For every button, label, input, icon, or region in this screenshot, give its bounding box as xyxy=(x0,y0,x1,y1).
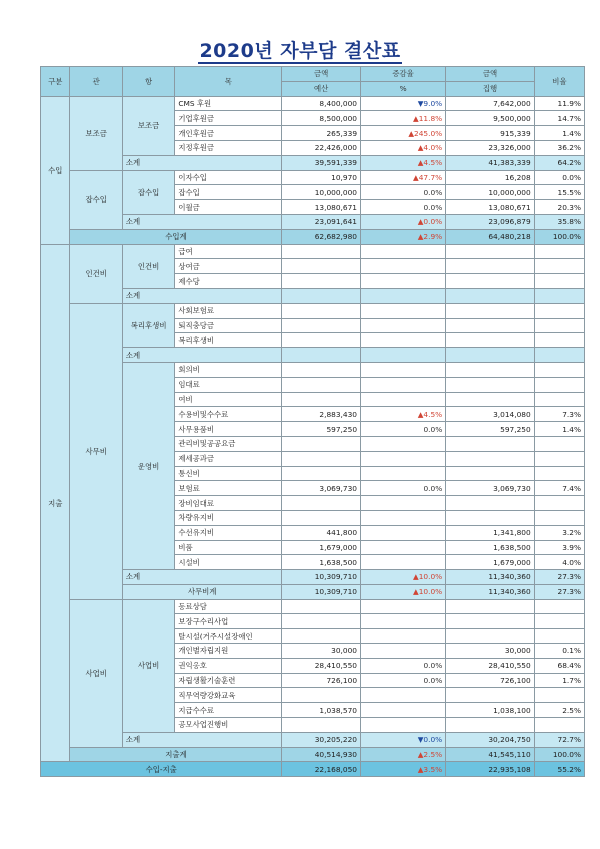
hang-cell: 보조금 xyxy=(122,96,174,155)
mok-cell: 보험료 xyxy=(175,481,282,496)
change-cell: 0.0% xyxy=(361,185,446,200)
mok-cell: CMS 후원 xyxy=(175,96,282,111)
exec-cell xyxy=(446,377,534,392)
table-row xyxy=(41,96,585,111)
title-underline xyxy=(198,62,402,64)
exec-cell: 1,038,100 xyxy=(446,703,534,718)
ratio-cell xyxy=(534,377,584,392)
change-cell xyxy=(361,703,446,718)
subtotal-row xyxy=(41,732,585,747)
budget-cell: 28,410,550 xyxy=(282,658,361,673)
hang-cell: 운영비 xyxy=(122,362,174,569)
exec-cell xyxy=(446,599,534,614)
mok-cell: 동료상담 xyxy=(175,599,282,614)
ratio-cell: 55.2% xyxy=(534,762,584,777)
mok-cell: 시설비 xyxy=(175,555,282,570)
subtotal-row xyxy=(41,570,585,585)
budget-cell: 2,883,430 xyxy=(282,407,361,422)
ratio-cell: 14.7% xyxy=(534,111,584,126)
budget-cell xyxy=(282,377,361,392)
ratio-cell: 15.5% xyxy=(534,185,584,200)
exec-cell: 11,340,360 xyxy=(446,584,534,599)
change-cell: ▲11.8% xyxy=(361,111,446,126)
exec-cell xyxy=(446,303,534,318)
change-cell xyxy=(361,377,446,392)
change-cell xyxy=(361,540,446,555)
ratio-cell: 20.3% xyxy=(534,200,584,215)
hang-cell: 잡수입 xyxy=(122,170,174,214)
mok-cell: 이자수입 xyxy=(175,170,282,185)
mok-cell: 퇴직충당금 xyxy=(175,318,282,333)
ratio-cell: 100.0% xyxy=(534,747,584,762)
change-cell xyxy=(361,555,446,570)
exec-cell: 11,340,360 xyxy=(446,570,534,585)
change-cell xyxy=(361,303,446,318)
ratio-cell: 1.4% xyxy=(534,126,584,141)
col-change-bottom: % xyxy=(361,81,446,96)
gwan-cell: 사무비 xyxy=(70,303,122,599)
budget-cell xyxy=(282,288,361,303)
mok-cell: 통신비 xyxy=(175,466,282,481)
gwan-cell: 보조금 xyxy=(70,96,122,170)
change-cell xyxy=(361,496,446,511)
change-cell xyxy=(361,259,446,274)
mok-cell: 여비 xyxy=(175,392,282,407)
mok-cell: 제수당 xyxy=(175,274,282,289)
grand-total-label: 수입-지출 xyxy=(41,762,282,777)
mok-cell: 잡수입 xyxy=(175,185,282,200)
budget-cell: 1,679,000 xyxy=(282,540,361,555)
exec-cell: 41,545,110 xyxy=(446,747,534,762)
budget-cell: 726,100 xyxy=(282,673,361,688)
table-row xyxy=(41,244,585,259)
ratio-cell: 68.4% xyxy=(534,658,584,673)
ratio-cell xyxy=(534,614,584,629)
mok-cell: 임대료 xyxy=(175,377,282,392)
col-hang: 항 xyxy=(122,67,174,97)
page-title: 2020년 자부담 결산표 xyxy=(199,40,401,62)
change-cell xyxy=(361,288,446,303)
change-cell: ▼0.0% xyxy=(361,732,446,747)
mok-cell: 관리비및공공요금 xyxy=(175,436,282,451)
budget-cell xyxy=(282,718,361,733)
gwan-cell: 잡수입 xyxy=(70,170,122,229)
ratio-cell: 0.1% xyxy=(534,644,584,659)
ratio-cell: 3.9% xyxy=(534,540,584,555)
budget-cell xyxy=(282,496,361,511)
ratio-cell: 4.0% xyxy=(534,555,584,570)
budget-cell: 1,638,500 xyxy=(282,555,361,570)
change-cell: 0.0% xyxy=(361,481,446,496)
table-row xyxy=(41,362,585,377)
exec-cell xyxy=(446,348,534,363)
budget-cell xyxy=(282,510,361,525)
budget-cell: 23,091,641 xyxy=(282,214,361,229)
exec-cell xyxy=(446,362,534,377)
exec-cell: 10,000,000 xyxy=(446,185,534,200)
subtotal-label: 소계 xyxy=(122,570,281,585)
change-cell: 0.0% xyxy=(361,658,446,673)
exec-cell: 30,204,750 xyxy=(446,732,534,747)
exec-cell xyxy=(446,274,534,289)
income-total-row xyxy=(41,229,585,244)
budget-cell: 22,168,050 xyxy=(282,762,361,777)
change-cell: ▲245.0% xyxy=(361,126,446,141)
budget-cell: 30,205,220 xyxy=(282,732,361,747)
exec-cell xyxy=(446,392,534,407)
exec-cell xyxy=(446,333,534,348)
col-budget-bottom: 예산 xyxy=(282,81,361,96)
exec-cell: 22,935,108 xyxy=(446,762,534,777)
exec-cell: 30,000 xyxy=(446,644,534,659)
change-cell: ▲4.5% xyxy=(361,407,446,422)
ratio-cell xyxy=(534,436,584,451)
change-cell xyxy=(361,274,446,289)
exec-cell: 1,679,000 xyxy=(446,555,534,570)
budget-cell: 597,250 xyxy=(282,422,361,437)
mok-cell: 회의비 xyxy=(175,362,282,377)
subtotal-row xyxy=(41,155,585,170)
exec-cell: 16,208 xyxy=(446,170,534,185)
ratio-cell xyxy=(534,274,584,289)
settlement-table xyxy=(40,66,585,777)
samu-total-row xyxy=(41,584,585,599)
budget-cell: 441,800 xyxy=(282,525,361,540)
change-cell xyxy=(361,629,446,644)
hang-cell: 복리후생비 xyxy=(122,303,174,347)
budget-cell xyxy=(282,274,361,289)
budget-cell: 62,682,980 xyxy=(282,229,361,244)
ratio-cell: 27.3% xyxy=(534,570,584,585)
subtotal-label: 소계 xyxy=(122,155,281,170)
budget-cell xyxy=(282,629,361,644)
ratio-cell: 27.3% xyxy=(534,584,584,599)
mok-cell: 기업후원금 xyxy=(175,111,282,126)
mok-cell: 복리후생비 xyxy=(175,333,282,348)
exec-cell: 915,339 xyxy=(446,126,534,141)
gwan-cell: 사업비 xyxy=(70,599,122,747)
ratio-cell: 36.2% xyxy=(534,140,584,155)
exec-cell: 28,410,550 xyxy=(446,658,534,673)
hang-cell: 인건비 xyxy=(122,244,174,288)
exec-cell: 3,014,080 xyxy=(446,407,534,422)
mok-cell: 상여금 xyxy=(175,259,282,274)
exec-cell: 1,341,800 xyxy=(446,525,534,540)
subtotal-row xyxy=(41,348,585,363)
col-gubun: 구분 xyxy=(41,67,70,97)
budget-cell: 1,038,570 xyxy=(282,703,361,718)
change-cell xyxy=(361,318,446,333)
change-cell: ▲4.0% xyxy=(361,140,446,155)
ratio-cell xyxy=(534,288,584,303)
subtotal-label: 소계 xyxy=(122,214,281,229)
expense-total-label: 지출계 xyxy=(70,747,282,762)
exec-cell: 41,383,339 xyxy=(446,155,534,170)
budget-cell: 265,339 xyxy=(282,126,361,141)
budget-cell xyxy=(282,451,361,466)
budget-cell: 8,500,000 xyxy=(282,111,361,126)
mok-cell: 탈시설(거주시설장애인 xyxy=(175,629,282,644)
hang-cell: 사업비 xyxy=(122,599,174,732)
change-cell: ▲3.5% xyxy=(361,762,446,777)
mok-cell: 직무역량강화교육 xyxy=(175,688,282,703)
ratio-cell: 64.2% xyxy=(534,155,584,170)
mok-cell: 이월금 xyxy=(175,200,282,215)
subtotal-row xyxy=(41,288,585,303)
table-row xyxy=(41,303,585,318)
mok-cell: 사회보험료 xyxy=(175,303,282,318)
ratio-cell xyxy=(534,244,584,259)
samu-total-label: 사무비계 xyxy=(122,584,281,599)
budget-cell xyxy=(282,362,361,377)
exec-cell: 9,500,000 xyxy=(446,111,534,126)
exec-cell xyxy=(446,244,534,259)
ratio-cell: 1.4% xyxy=(534,422,584,437)
ratio-cell xyxy=(534,362,584,377)
ratio-cell: 2.5% xyxy=(534,703,584,718)
col-change-top: 증감율 xyxy=(361,67,446,82)
change-cell xyxy=(361,718,446,733)
budget-cell xyxy=(282,436,361,451)
header-row-top xyxy=(41,67,585,82)
col-budget-top: 금액 xyxy=(282,67,361,82)
ratio-cell: 0.0% xyxy=(534,170,584,185)
gwan-cell: 인건비 xyxy=(70,244,122,303)
budget-cell: 10,309,710 xyxy=(282,584,361,599)
budget-cell xyxy=(282,688,361,703)
budget-cell: 30,000 xyxy=(282,644,361,659)
ratio-cell xyxy=(534,303,584,318)
expense-gubun-cell: 지출 xyxy=(41,244,70,762)
subtotal-row xyxy=(41,214,585,229)
exec-cell xyxy=(446,614,534,629)
budget-cell: 22,426,000 xyxy=(282,140,361,155)
ratio-cell xyxy=(534,718,584,733)
change-cell: 0.0% xyxy=(361,422,446,437)
exec-cell: 1,638,500 xyxy=(446,540,534,555)
ratio-cell xyxy=(534,466,584,481)
exec-cell: 7,642,000 xyxy=(446,96,534,111)
change-cell xyxy=(361,614,446,629)
mok-cell: 제세공과금 xyxy=(175,451,282,466)
ratio-cell: 100.0% xyxy=(534,229,584,244)
change-cell xyxy=(361,599,446,614)
grand-total-row xyxy=(41,762,585,777)
ratio-cell xyxy=(534,629,584,644)
budget-cell xyxy=(282,303,361,318)
mok-cell: 보장구수리사업 xyxy=(175,614,282,629)
ratio-cell: 7.4% xyxy=(534,481,584,496)
change-cell xyxy=(361,644,446,659)
ratio-cell: 72.7% xyxy=(534,732,584,747)
col-gwan: 관 xyxy=(70,67,122,97)
change-cell: 0.0% xyxy=(361,673,446,688)
change-cell: ▲4.5% xyxy=(361,155,446,170)
mok-cell: 자립생활기술훈련 xyxy=(175,673,282,688)
mok-cell: 수용비및수수료 xyxy=(175,407,282,422)
exec-cell xyxy=(446,688,534,703)
exec-cell xyxy=(446,718,534,733)
table-row xyxy=(41,170,585,185)
budget-cell xyxy=(282,614,361,629)
exec-cell: 23,326,000 xyxy=(446,140,534,155)
change-cell xyxy=(361,362,446,377)
change-cell xyxy=(361,510,446,525)
budget-cell: 13,080,671 xyxy=(282,200,361,215)
budget-cell: 10,970 xyxy=(282,170,361,185)
ratio-cell xyxy=(534,348,584,363)
ratio-cell xyxy=(534,599,584,614)
table-row xyxy=(41,599,585,614)
change-cell xyxy=(361,244,446,259)
exec-cell xyxy=(446,496,534,511)
change-cell xyxy=(361,525,446,540)
budget-cell xyxy=(282,318,361,333)
change-cell xyxy=(361,688,446,703)
budget-cell xyxy=(282,599,361,614)
budget-cell xyxy=(282,333,361,348)
mok-cell: 권익옹호 xyxy=(175,658,282,673)
ratio-cell: 1.7% xyxy=(534,673,584,688)
ratio-cell xyxy=(534,496,584,511)
mok-cell: 수선유지비 xyxy=(175,525,282,540)
exec-cell xyxy=(446,629,534,644)
budget-cell xyxy=(282,259,361,274)
budget-cell: 39,591,339 xyxy=(282,155,361,170)
exec-cell xyxy=(446,259,534,274)
subtotal-label: 소계 xyxy=(122,348,281,363)
ratio-cell xyxy=(534,318,584,333)
change-cell xyxy=(361,333,446,348)
exec-cell: 726,100 xyxy=(446,673,534,688)
mok-cell: 지급수수료 xyxy=(175,703,282,718)
budget-cell xyxy=(282,348,361,363)
mok-cell: 장비임대료 xyxy=(175,496,282,511)
exec-cell: 13,080,671 xyxy=(446,200,534,215)
exec-cell xyxy=(446,451,534,466)
ratio-cell xyxy=(534,451,584,466)
change-cell: ▲2.5% xyxy=(361,747,446,762)
change-cell xyxy=(361,466,446,481)
col-ratio: 비율 xyxy=(534,67,584,97)
ratio-cell xyxy=(534,688,584,703)
change-cell xyxy=(361,436,446,451)
change-cell: ▲2.9% xyxy=(361,229,446,244)
exec-cell xyxy=(446,466,534,481)
income-total-label: 수입계 xyxy=(70,229,282,244)
change-cell: ▲47.7% xyxy=(361,170,446,185)
ratio-cell xyxy=(534,510,584,525)
ratio-cell xyxy=(534,333,584,348)
exec-cell xyxy=(446,436,534,451)
budget-cell xyxy=(282,244,361,259)
exec-cell xyxy=(446,510,534,525)
col-mok: 목 xyxy=(175,67,282,97)
expense-total-row xyxy=(41,747,585,762)
exec-cell xyxy=(446,288,534,303)
subtotal-label: 소계 xyxy=(122,732,281,747)
mok-cell: 지정후원금 xyxy=(175,140,282,155)
ratio-cell xyxy=(534,259,584,274)
income-gubun-cell: 수입 xyxy=(41,96,70,244)
exec-cell xyxy=(446,318,534,333)
budget-cell: 8,400,000 xyxy=(282,96,361,111)
col-exec-top: 금액 xyxy=(446,67,534,82)
budget-cell: 10,309,710 xyxy=(282,570,361,585)
ratio-cell xyxy=(534,392,584,407)
budget-cell: 3,069,730 xyxy=(282,481,361,496)
exec-cell: 597,250 xyxy=(446,422,534,437)
subtotal-label: 소계 xyxy=(122,288,281,303)
ratio-cell: 3.2% xyxy=(534,525,584,540)
change-cell xyxy=(361,451,446,466)
ratio-cell: 7.3% xyxy=(534,407,584,422)
budget-cell: 40,514,930 xyxy=(282,747,361,762)
budget-cell: 10,000,000 xyxy=(282,185,361,200)
exec-cell: 3,069,730 xyxy=(446,481,534,496)
change-cell: ▲10.0% xyxy=(361,584,446,599)
ratio-cell: 35.8% xyxy=(534,214,584,229)
budget-cell xyxy=(282,466,361,481)
change-cell: ▲10.0% xyxy=(361,570,446,585)
mok-cell: 비품 xyxy=(175,540,282,555)
change-cell xyxy=(361,392,446,407)
mok-cell: 차량유지비 xyxy=(175,510,282,525)
change-cell: ▲0.0% xyxy=(361,214,446,229)
mok-cell: 급여 xyxy=(175,244,282,259)
change-cell: ▼9.0% xyxy=(361,96,446,111)
mok-cell: 공모사업진행비 xyxy=(175,718,282,733)
exec-cell: 64,480,218 xyxy=(446,229,534,244)
col-exec-bottom: 집행 xyxy=(446,81,534,96)
budget-cell xyxy=(282,392,361,407)
change-cell xyxy=(361,348,446,363)
mok-cell: 사무용품비 xyxy=(175,422,282,437)
mok-cell: 개인후원금 xyxy=(175,126,282,141)
ratio-cell: 11.9% xyxy=(534,96,584,111)
exec-cell: 23,096,879 xyxy=(446,214,534,229)
mok-cell: 개인별자립지원 xyxy=(175,644,282,659)
change-cell: 0.0% xyxy=(361,200,446,215)
